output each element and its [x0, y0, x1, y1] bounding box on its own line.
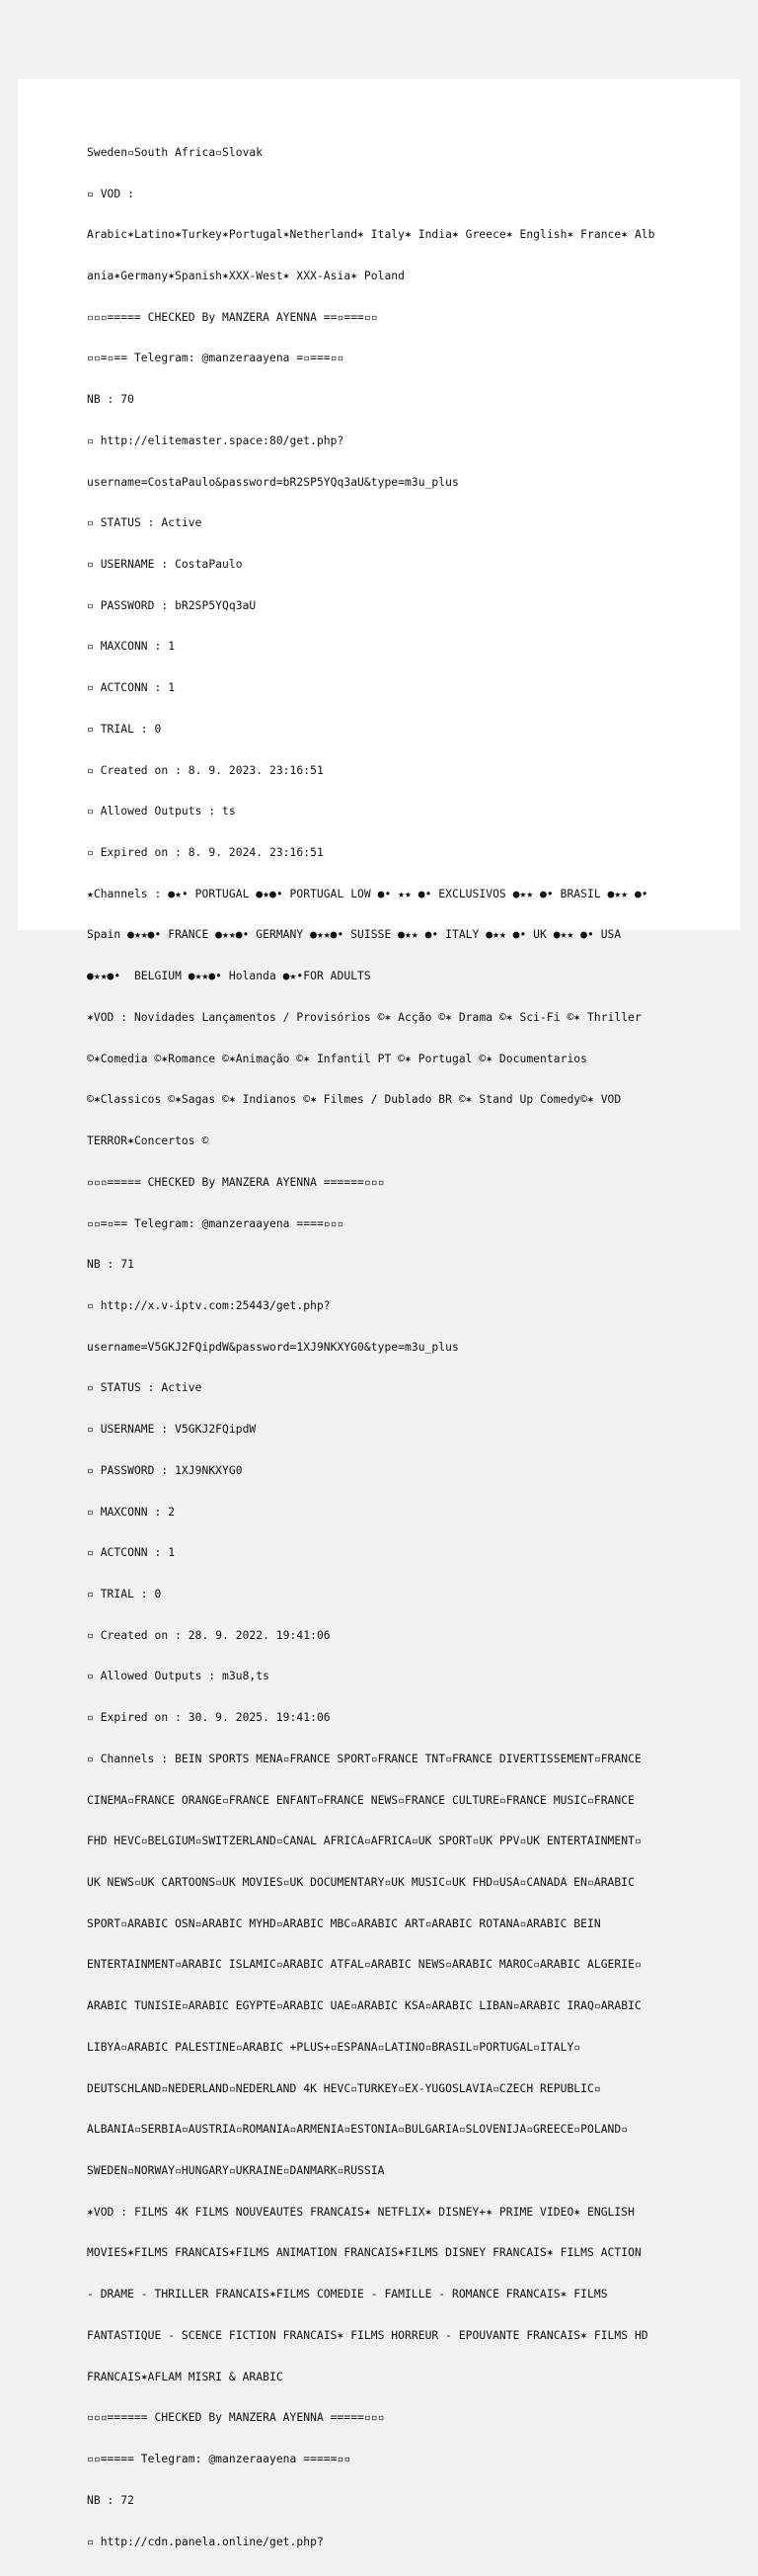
vod-line: - DRAME - THRILLER FRANCAIS✶FILMS COMEDIE - FAMILLE - ROMANCE FRANCAIS✶ FILMS	[87, 2288, 608, 2302]
vod-line: ✶VOD : FILMS 4K FILMS NOUVEAUTES FRANCAIS✶ NETFLIX✶ DISNEY+✶ PRIME VIDEO✶ ENGLISH	[87, 2205, 635, 2219]
vod-line: FRANCAIS✶AFLAM MISRI & ARABIC	[87, 2370, 283, 2383]
text-line: ania✶Germany✶Spanish✶XXX-West✶ XXX-Asia✶ Poland	[87, 269, 406, 282]
created-line: ▫ Created on : 28. 9. 2022. 19:41:06	[87, 1628, 331, 1642]
channels-line: DEUTSCHLAND▫NEDERLAND▫NEDERLAND 4K HEVC▫TURKEY▫EX-YUGOSLAVIA▫CZECH REPUBLIC▫	[87, 2081, 601, 2095]
expired-line: ▫ Expired on : 30. 9. 2025. 19:41:06	[87, 1711, 331, 1725]
vod-line: MOVIES✶FILMS FRANCAIS✶FILMS ANIMATION FRANCAIS✶FILMS DISNEY FRANCAIS✶ FILMS ACTION	[87, 2246, 642, 2260]
maxconn-line: ▫ MAXCONN : 2	[87, 1505, 176, 1519]
username-line: ▫ USERNAME : CostaPaulo	[87, 558, 243, 571]
url-line: ▫ http://x.v-iptv.com:25443/get.php?	[87, 1298, 331, 1312]
vod-line: ©✶Comedia ©✶Romance ©✶Animação ©✶ Infantil PT ©✶ Portugal ©✶ Documentarios	[87, 1052, 587, 1065]
trial-line: ▫ TRIAL : 0	[87, 722, 162, 736]
telegram-line: ▫▫=▫== Telegram: @manzeraayena ====▫▫▫	[87, 1216, 344, 1230]
channels-line: UK NEWS▫UK CARTOONS▫UK MOVIES▫UK DOCUMENTARY▫UK MUSIC▫UK FHD▫USA▫CANADA EN▫ARABIC	[87, 1876, 635, 1889]
channels-line: ★Channels : ●★• PORTUGAL ●★●• PORTUGAL LOW ●• ★★ ●• EXCLUSIVOS ●★★ ●• BRASIL ●★★ ●•	[87, 887, 648, 900]
created-line: ▫ Created on : 8. 9. 2023. 23:16:51	[87, 763, 324, 777]
vod-line: FANTASTIQUE - SCENCE FICTION FRANCAIS✶ FILMS HORREUR - EPOUVANTE FRANCAIS✶ FILMS HD	[87, 2328, 648, 2342]
outputs-line: ▫ Allowed Outputs : ts	[87, 805, 236, 819]
channels-line: SWEDEN▫NORWAY▫HUNGARY▫UKRAINE▫DANMARK▫RUSSIA	[87, 2164, 385, 2178]
password-line: ▫ PASSWORD : 1XJ9NKXYG0	[87, 1463, 243, 1477]
telegram-line: ▫▫=▫== Telegram: @manzeraayena =▫===▫▫	[87, 351, 344, 365]
username-line: ▫ USERNAME : V5GKJ2FQipdW	[87, 1423, 257, 1437]
channels-line: FHD HEVC▫BELGIUM▫SWITZERLAND▫CANAL AFRICA▫AFRICA▫UK SPORT▫UK PPV▫UK ENTERTAINMENT▫	[87, 1834, 642, 1848]
vod-line: ©✶Classicos ©✶Sagas ©✶ Indianos ©✶ Filmes / Dublado BR ©✶ Stand Up Comedy©✶ VOD	[87, 1093, 622, 1107]
expired-line: ▫ Expired on : 8. 9. 2024. 23:16:51	[87, 846, 324, 860]
url-query-line: username=CostaPaulo&password=bR2SP5YQq3aU&type=m3u_plus	[87, 475, 459, 489]
telegram-line: ▫▫===== Telegram: @manzeraayena =====▫▫	[87, 2453, 351, 2466]
actconn-line: ▫ ACTCONN : 1	[87, 681, 176, 695]
url-line: ▫ http://elitemaster.space:80/get.php?	[87, 433, 344, 447]
outputs-line: ▫ Allowed Outputs : m3u8,ts	[87, 1670, 269, 1683]
channels-line: ▫ Channels : BEIN SPORTS MENA▫FRANCE SPORT▫FRANCE TNT▫FRANCE DIVERTISSEMENT▫FRANCE	[87, 1752, 642, 1765]
document-text	[87, 118, 726, 2576]
entry-number: NB : 72	[87, 2493, 134, 2507]
text-line: Arabic✶Latino✶Turkey✶Portugal✶Netherland✶ Italy✶ India✶ Greece✶ English✶ France✶ Alb	[87, 228, 655, 242]
status-line: ▫ STATUS : Active	[87, 1381, 202, 1395]
channels-line: ENTERTAINMENT▫ARABIC ISLAMIC▫ARABIC ATFAL▫ARABIC NEWS▫ARABIC MAROC▫ARABIC ALGERIE▫	[87, 1958, 642, 1972]
entry-number: NB : 71	[87, 1258, 134, 1272]
trial-line: ▫ TRIAL : 0	[87, 1587, 162, 1600]
actconn-line: ▫ ACTCONN : 1	[87, 1546, 176, 1560]
checked-by-line: ▫▫▫===== CHECKED By MANZERA AYENNA ======▫▫▫	[87, 1175, 385, 1189]
document-page	[18, 79, 740, 2548]
url-line: ▫ http://cdn.panela.online/get.php?	[87, 2535, 324, 2548]
maxconn-line: ▫ MAXCONN : 1	[87, 640, 176, 654]
text-line: ▫ VOD :	[87, 187, 134, 200]
text-line: Sweden▫South Africa▫Slovak	[87, 145, 264, 159]
checked-by-line: ▫▫▫====== CHECKED By MANZERA AYENNA =====▫▫▫	[87, 2411, 385, 2425]
checked-by-line: ▫▫▫===== CHECKED By MANZERA AYENNA ==▫===▫▫	[87, 310, 378, 324]
vod-line: ✶VOD : Novidades Lançamentos / Provisórios ©✶ Acção ©✶ Drama ©✶ Sci-Fi ©✶ Thriller	[87, 1010, 642, 1024]
channels-line: ALBANIA▫SERBIA▫AUSTRIA▫ROMANIA▫ARMENIA▫ESTONIA▫BULGARIA▫SLOVENIJA▫GREECE▫POLAND▫	[87, 2123, 629, 2137]
password-line: ▫ PASSWORD : bR2SP5YQq3aU	[87, 598, 257, 612]
channels-line: ●★★●• BELGIUM ●★★●• Holanda ●★•FOR ADULTS	[87, 970, 371, 983]
url-query-line: username=V5GKJ2FQipdW&password=1XJ9NKXYG0&type=m3u_plus	[87, 1340, 459, 1354]
entry-number: NB : 70	[87, 393, 134, 407]
channels-line: LIBYA▫ARABIC PALESTINE▫ARABIC +PLUS+▫ESPANA▫LATINO▫BRASIL▫PORTUGAL▫ITALY▫	[87, 2040, 581, 2054]
vod-line: TERROR✶Concertos ©	[87, 1134, 209, 1148]
channels-line: Spain ●★★●• FRANCE ●★★●• GERMANY ●★★●• SUISSE ●★★ ●• ITALY ●★★ ●• UK ●★★ ●• USA	[87, 928, 622, 942]
channels-line: SPORT▫ARABIC OSN▫ARABIC MYHD▫ARABIC MBC▫ARABIC ART▫ARABIC ROTANA▫ARABIC BEIN	[87, 1916, 601, 1930]
channels-line: ARABIC TUNISIE▫ARABIC EGYPTE▫ARABIC UAE▫ARABIC KSA▫ARABIC LIBAN▫ARABIC IRAQ▫ARABIC	[87, 1999, 642, 2013]
status-line: ▫ STATUS : Active	[87, 516, 202, 530]
channels-line: CINEMA▫FRANCE ORANGE▫FRANCE ENFANT▫FRANCE NEWS▫FRANCE CULTURE▫FRANCE MUSIC▫FRANCE	[87, 1793, 635, 1807]
